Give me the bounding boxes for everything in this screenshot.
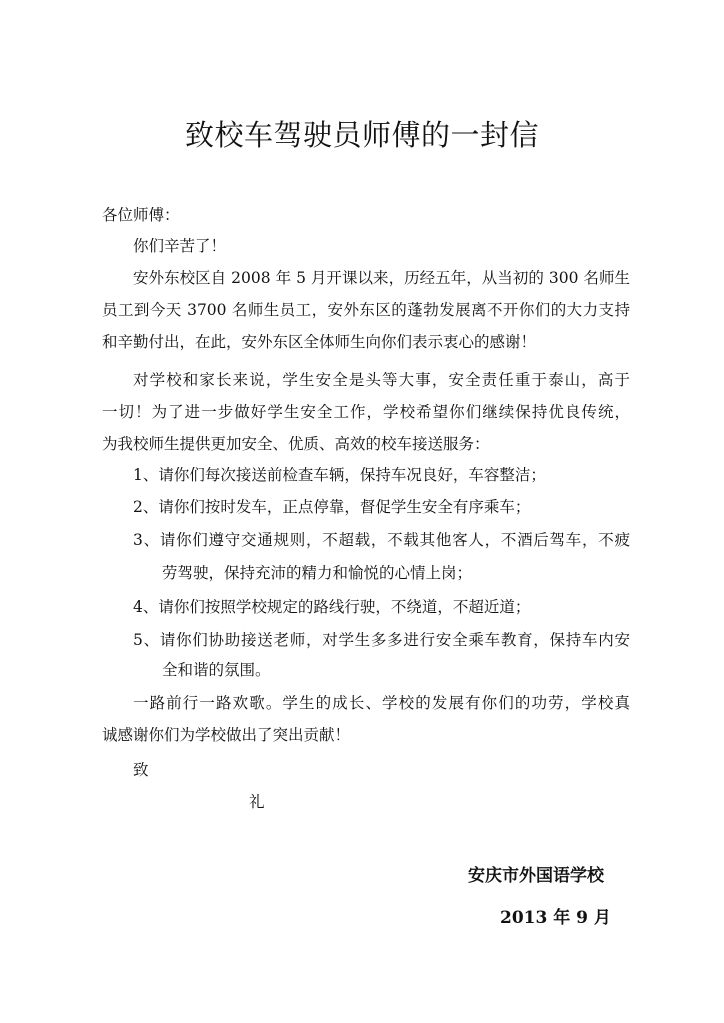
list-item-5-line1: 5、请你们协助接送老师，对学生多多进行安全乘车教育，保持车内安 (133, 631, 630, 649)
list-item-1: 1、请你们每次接送前检查车辆，保持车况良好，车容整洁； (133, 466, 546, 484)
salutation: 各位师傅： (102, 206, 180, 224)
signature: 安庆市外国语学校 (468, 866, 604, 886)
para3-line1: 一路前行一路欢歌。学生的成长、学校的发展有你们的功劳，学校真 (133, 694, 630, 712)
para3-line2: 诚感谢你们为学校做出了突出贡献！ (102, 726, 351, 744)
para2-line2: 一切！为了进一步做好学生安全工作，学校希望你们继续保持优良传统， (102, 403, 630, 421)
list-item-3-line2: 劳驾驶，保持充沛的精力和愉悦的心情上岗； (162, 564, 473, 582)
list-item-5-line2: 全和谐的氛围。 (162, 661, 271, 679)
list-item-4: 4、请你们按照学校规定的路线行驶，不绕道，不超近道； (133, 598, 531, 616)
letter-date: 2013 年 9 月 (500, 908, 611, 928)
para1-line3: 和辛勤付出，在此，安外东区全体师生向你们表示衷心的感谢！ (102, 333, 537, 351)
para2-line1: 对学校和家长来说，学生安全是头等大事，安全责任重于泰山，高于 (133, 371, 630, 389)
letter-title: 致校车驾驶员师傅的一封信 (184, 118, 539, 152)
para1-line1: 安外东校区自 2008 年 5 月开课以来，历经五年，从当初的 300 名师生 (133, 269, 630, 287)
closing-zhi: 致 (133, 761, 149, 779)
closing-li: 礼 (249, 793, 265, 811)
list-item-3-line1: 3、请你们遵守交通规则，不超载，不载其他客人，不酒后驾车，不疲 (133, 531, 630, 549)
para1-line2: 员工到今天 3700 名师生员工，安外东区的蓬勃发展离不开你们的大力支持 (102, 301, 630, 319)
greeting: 你们辛苦了！ (133, 237, 227, 255)
para2-line3: 为我校师生提供更加安全、优质、高效的校车接送服务： (102, 435, 490, 453)
list-item-2: 2、请你们按时发车，正点停靠，督促学生安全有序乘车； (133, 498, 531, 516)
